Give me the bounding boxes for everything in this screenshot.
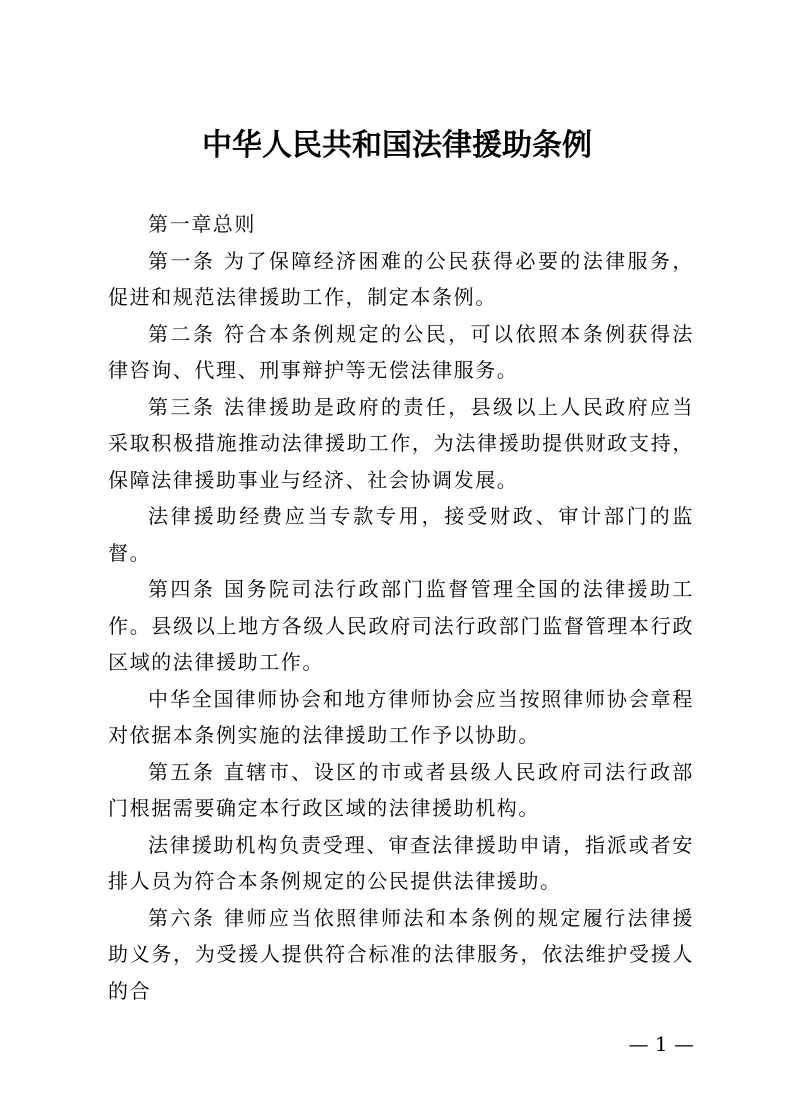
- article-5-clause-2: 法律援助机构负责受理、审查法律援助申请，指派或者安排人员为符合本条例规定的公民提供法律援助。: [108, 832, 694, 893]
- document-title: 中华人民共和国法律援助条例: [202, 128, 592, 163]
- article-1-paragraph: 第一条 为了保障经济困难的公民获得必要的法律服务，促进和规范法律援助工作，制定本条例。: [108, 248, 694, 309]
- article-4-paragraph: 第四条 国务院司法行政部门监督管理全国的法律援助工作。县级以上地方各级人民政府司法行政部门监督管理本行政区域的法律援助工作。: [108, 577, 694, 674]
- chapter-heading: 第一章总则: [148, 212, 256, 236]
- page-number: — 1 —: [628, 1032, 694, 1056]
- article-2-paragraph: 第二条 符合本条例规定的公民，可以依照本条例获得法律咨询、代理、刑事辩护等无偿法律服务。: [108, 321, 694, 382]
- article-3-clause-2: 法律援助经费应当专款专用，接受财政、审计部门的监督。: [108, 504, 694, 565]
- article-6-paragraph: 第六条 律师应当依照律师法和本条例的规定履行法律援助义务，为受援人提供符合标准的法律服务，依法维护受援人的合: [108, 905, 694, 1003]
- article-4-clause-2: 中华全国律师协会和地方律师协会应当按照律师协会章程对依据本条例实施的法律援助工作予以协助。: [108, 686, 694, 747]
- article-3-paragraph: 第三条 法律援助是政府的责任，县级以上人民政府应当采取积极措施推动法律援助工作，为法律援助提供财政支持，保障法律援助事业与经济、社会协调发展。: [108, 394, 694, 492]
- article-5-paragraph: 第五条 直辖市、设区的市或者县级人民政府司法行政部门根据需要确定本行政区域的法律援助机构。: [108, 759, 694, 820]
- document-body: [108, 206, 694, 1009]
